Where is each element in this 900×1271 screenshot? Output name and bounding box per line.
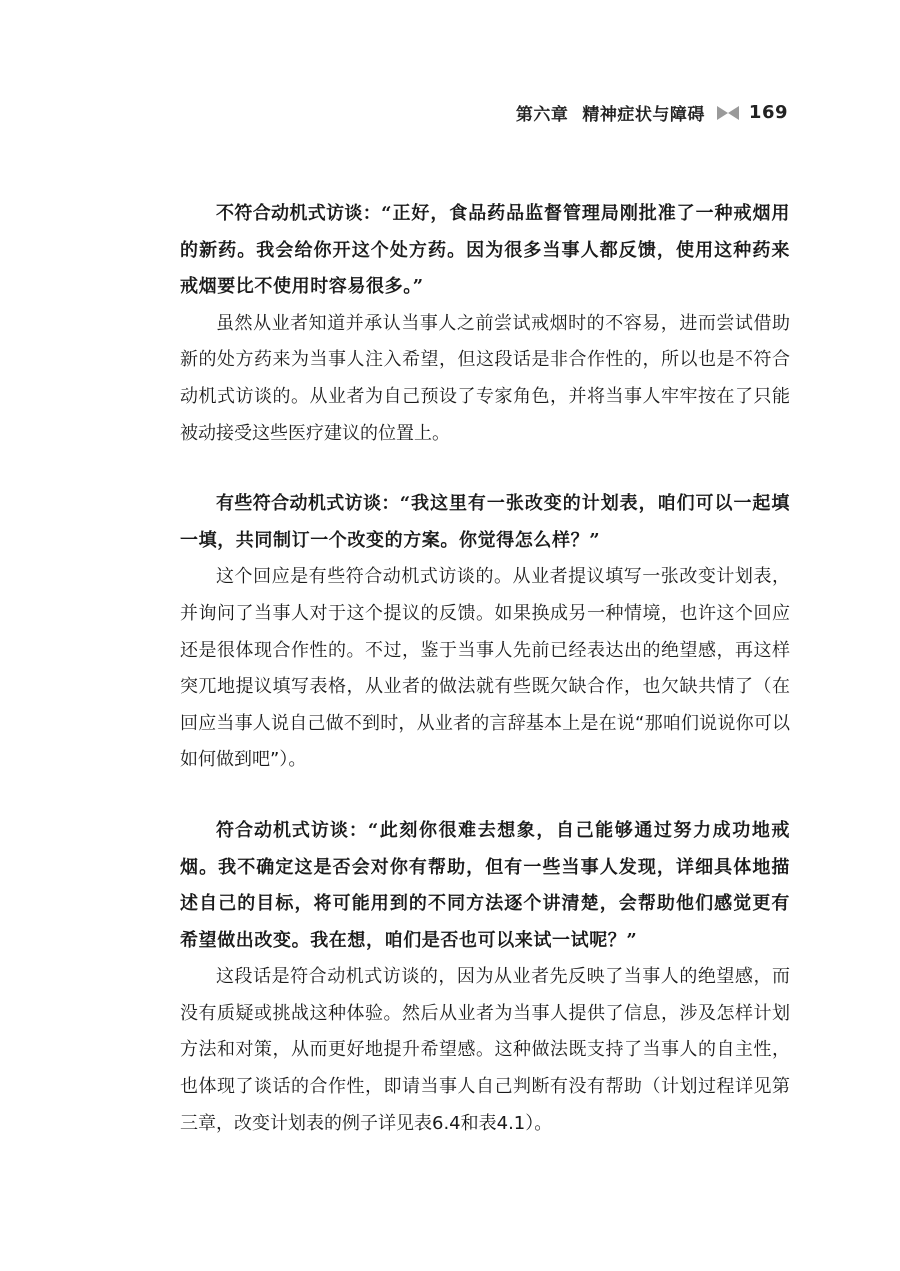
example-quote-paragraph [180,813,790,959]
example-label: 不符合动机式访谈： [216,203,382,224]
example-block-mi-consistent [180,813,790,1142]
chapter-number: 第六章 [515,105,569,125]
example-quote: “正好，食品药品监督管理局刚批准了一种戒烟用的新药。我会给你开这个处方药。因为很多当事人都反馈，使用这种药来戒烟要比不使用时容易很多。” [180,203,790,298]
running-header [516,100,788,125]
example-quote-paragraph [180,196,790,306]
example-label: 有些符合动机式访谈： [216,493,400,515]
example-quote: “此刻你很难去想象，自己能够通过努力成功地戒烟。我不确定这是否会对你有帮助，但有一些当事人发现，详细具体地描述自己的目标，将可能用到的不同方法逐个讲清楚，会帮助他们感觉更有希望做出改变。我在想，咱们是否也可以来试一试呢？” [180,819,791,951]
page-body [180,196,790,1176]
example-quote: “我这里有一张改变的计划表，咱们可以一起填一填，共同制订一个改变的方案。你觉得怎么样？” [180,493,791,551]
bowtie-ornament-icon [717,106,739,120]
example-label: 符合动机式访谈： [216,819,368,841]
example-block-somewhat-mi [180,486,790,779]
example-block-non-mi [180,196,790,452]
commentary-paragraph: 这段话是符合动机式访谈的，因为从业者先反映了当事人的绝望感，而没有质疑或挑战这种体验。然后从业者为当事人提供了信息，涉及怎样计划方法和对策，从而更好地提升希望感。这种做法既支持了当事人的自主性，也体现了谈话的合作性，即请当事人自己判断有没有帮助（计划过程详见第三章，改变计划表的例子详见表6.4和表4.1）。 [180,966,790,1134]
commentary-paragraph: 这个回应是有些符合动机式访谈的。从业者提议填写一张改变计划表，并询问了当事人对于这个提议的反馈。如果换成另一种情境，也许这个回应还是很体现合作性的。不过，鉴于当事人先前已经表达出的绝望感，再这样突兀地提议填写表格，从业者的做法就有些既欠缺合作，也欠缺共情了（在回应当事人说自己做不到时，从业者的言辞基本上是在说“那咱们说说你可以如何做到吧”）。 [180,566,790,771]
example-quote-paragraph [180,486,790,559]
page-number: 169 [748,102,788,123]
chapter-title: 精神症状与障碍 [582,105,705,125]
commentary-paragraph: 虽然从业者知道并承认当事人之前尝试戒烟时的不容易，进而尝试借助新的处方药来为当事人注入希望，但这段话是非合作性的，所以也是不符合动机式访谈的。从业者为自己预设了专家角色，并将当事人牢牢按在了只能被动接受这些医疗建议的位置上。 [180,312,790,444]
